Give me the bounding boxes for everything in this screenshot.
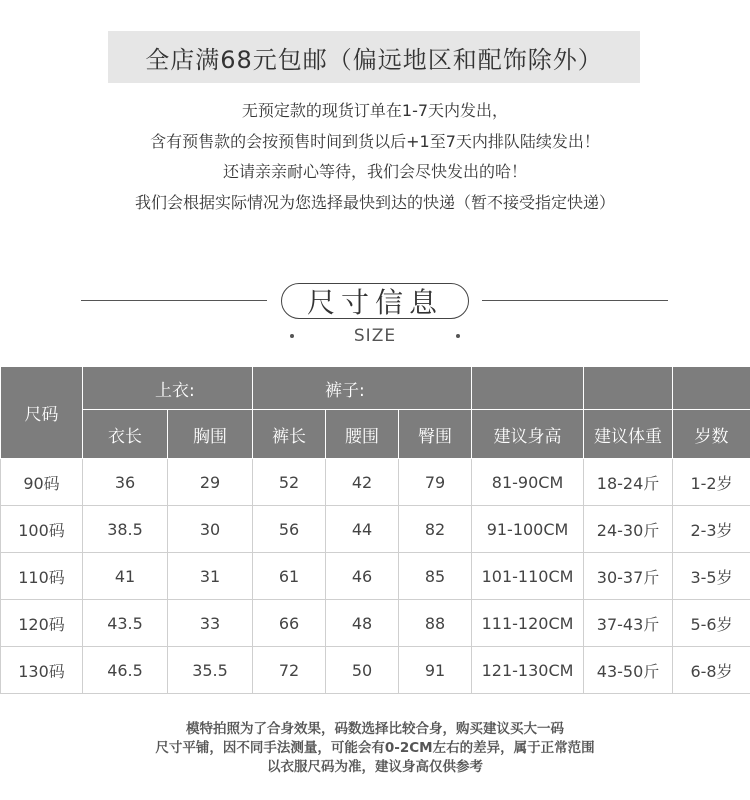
cell: 1-2岁	[673, 459, 750, 506]
cell: 6-8岁	[673, 647, 750, 694]
cell: 50	[326, 647, 399, 694]
cell: 72	[253, 647, 326, 694]
cell: 46	[326, 553, 399, 600]
dot-icon	[290, 334, 294, 338]
shipping-notice	[0, 96, 750, 218]
header-pants-group: 裤子:	[253, 367, 472, 410]
cell: 66	[253, 600, 326, 647]
cell: 82	[399, 506, 472, 553]
cell: 3-5岁	[673, 553, 750, 600]
cell: 18-24斤	[584, 459, 673, 506]
header-top-group: 上衣:	[83, 367, 253, 410]
cell: 91-100CM	[472, 506, 584, 553]
cell: 30	[168, 506, 253, 553]
notice-line: 我们会根据实际情况为您选择最快到达的快递（暂不接受指定快递）	[134, 192, 615, 212]
cell: 85	[399, 553, 472, 600]
cell: 44	[326, 506, 399, 553]
table-row	[1, 553, 750, 600]
header-spacer	[584, 367, 673, 410]
cell: 29	[168, 459, 253, 506]
divider-left	[81, 300, 267, 301]
table-row	[1, 647, 750, 694]
cell: 91	[399, 647, 472, 694]
cell: 35.5	[168, 647, 253, 694]
cell: 30-37斤	[584, 553, 673, 600]
footer-line: 模特拍照为了合身效果，码数选择比较合身，购买建议买大一码	[186, 721, 564, 737]
cell-size: 130码	[1, 647, 83, 694]
header-col: 建议体重	[584, 410, 673, 459]
divider-right	[482, 300, 668, 301]
header-col: 臀围	[399, 410, 472, 459]
cell: 38.5	[83, 506, 168, 553]
notice-line: 还请亲亲耐心等待，我们会尽快发出的哈！	[222, 162, 527, 181]
cell: 101-110CM	[472, 553, 584, 600]
cell: 41	[83, 553, 168, 600]
header-col: 腰围	[326, 410, 399, 459]
footer-notes	[0, 720, 750, 777]
cell: 37-43斤	[584, 600, 673, 647]
cell: 56	[253, 506, 326, 553]
cell-size: 90码	[1, 459, 83, 506]
cell: 43.5	[83, 600, 168, 647]
shipping-banner: 全店满68元包邮（偏远地区和配饰除外）	[108, 31, 640, 83]
cell: 42	[326, 459, 399, 506]
cell: 43-50斤	[584, 647, 673, 694]
notice-line: 含有预售款的会按预售时间到货以后+1至7天内排队陆续发出！	[150, 131, 600, 151]
cell: 24-30斤	[584, 506, 673, 553]
header-col: 胸围	[168, 410, 253, 459]
header-spacer	[472, 367, 584, 410]
header-col: 衣长	[83, 410, 168, 459]
header-col: 裤长	[253, 410, 326, 459]
table-row	[1, 459, 750, 506]
cell-size: 120码	[1, 600, 83, 647]
cell: 5-6岁	[673, 600, 750, 647]
cell: 52	[253, 459, 326, 506]
cell: 48	[326, 600, 399, 647]
cell: 61	[253, 553, 326, 600]
footer-line: 尺寸平铺，因不同手法测量，可能会有0-2CM左右的差异，属于正常范围	[155, 740, 595, 756]
table-row	[1, 600, 750, 647]
section-subtitle: SIZE	[353, 326, 397, 346]
size-table	[0, 366, 750, 694]
table-row	[1, 506, 750, 553]
cell: 79	[399, 459, 472, 506]
section-title: 尺寸信息	[281, 283, 469, 319]
cell: 88	[399, 600, 472, 647]
cell: 2-3岁	[673, 506, 750, 553]
cell: 36	[83, 459, 168, 506]
cell-size: 100码	[1, 506, 83, 553]
cell: 33	[168, 600, 253, 647]
cell: 31	[168, 553, 253, 600]
notice-line: 无预定款的现货订单在1-7天内发出，	[241, 101, 509, 120]
header-spacer	[673, 367, 750, 410]
cell: 46.5	[83, 647, 168, 694]
section-subtitle-row	[290, 326, 460, 346]
cell: 81-90CM	[472, 459, 584, 506]
dot-icon	[456, 334, 460, 338]
header-col: 建议身高	[472, 410, 584, 459]
footer-line: 以衣服尺码为准，建议身高仅供参考	[267, 759, 483, 775]
cell: 121-130CM	[472, 647, 584, 694]
header-col: 岁数	[673, 410, 750, 459]
header-size: 尺码	[1, 367, 83, 459]
cell: 111-120CM	[472, 600, 584, 647]
cell-size: 110码	[1, 553, 83, 600]
